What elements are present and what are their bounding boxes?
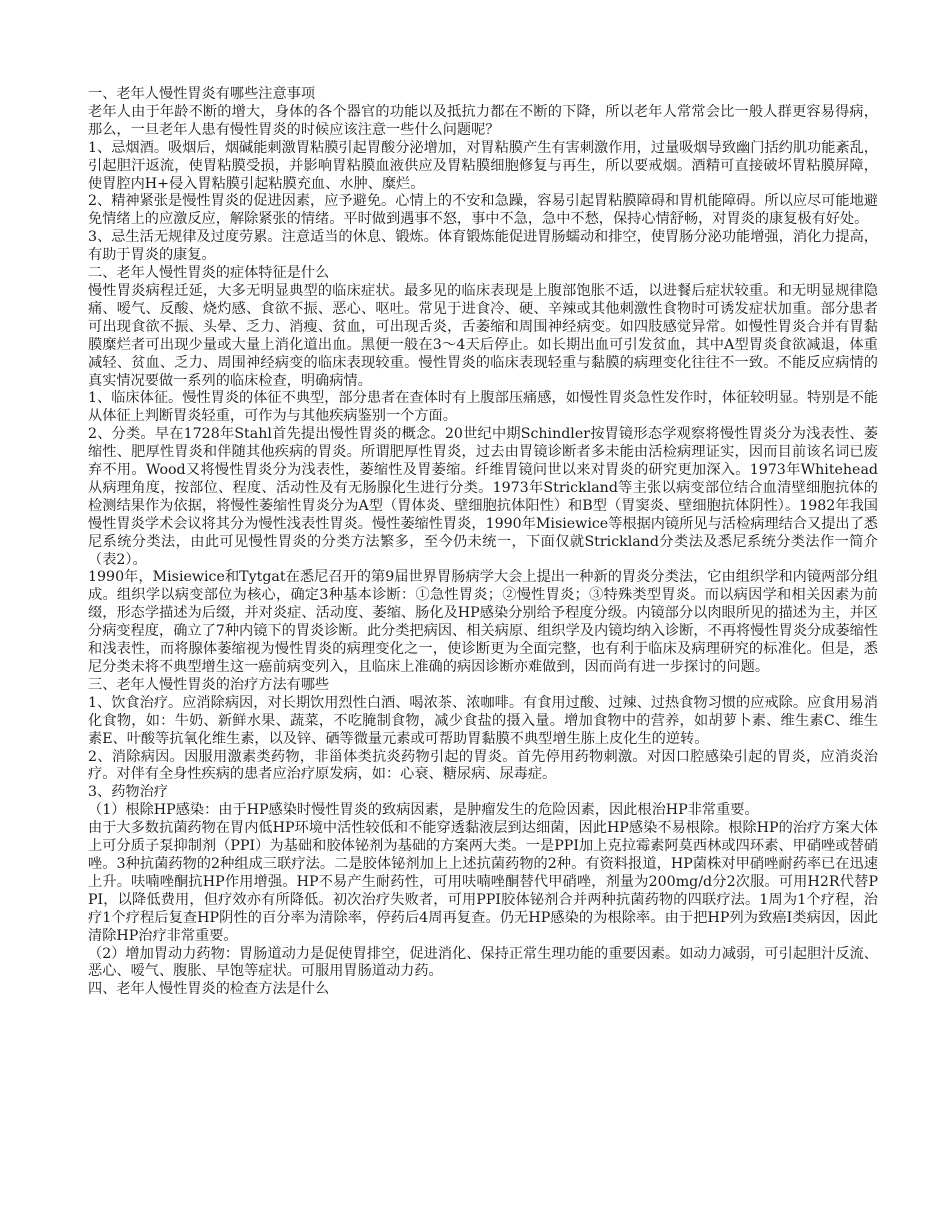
paragraph: 2、精神紧张是慢性胃炎的促进因素，应予避免。心情上的不安和急躁，容易引起胃粘膜障碍和胃机能障碍。所以应尽可能地避免情绪上的应激反应，解除紧张的情绪。平时做到遇事不怒，事中不急，急中不愁，保持心情舒畅，对胃炎的康复极有好处。 (88, 193, 878, 228)
paragraph: 3、药物治疗 (88, 784, 168, 801)
paragraph: 2、消除病因。因服用激素类药物，非甾体类抗炎药物引起的胃炎。首先停用药物刺激。对因口腔感染引起的胃炎，应消炎治疗。对伴有全身性疾病的患者应治疗原发病，如：心衰、糖尿病、尿毒症。 (88, 748, 878, 783)
paragraph: 慢性胃炎病程迁延，大多无明显典型的临床症状。最多见的临床表现是上腹部饱胀不适，以进餐后症状较重。和无明显规律隐痛、嗳气、反酸、烧灼感、食欲不振、恶心、呕吐。常见于进食冷、硬、辛辣或其他刺激性食物时可诱发症状加重。部分患者可出现食欲不振、头晕、乏力、消瘦、贫血，可出现舌炎，舌萎缩和周围神经病变。如四肢感觉异常。如慢性胃炎合并有胃黏膜糜烂者可出现少量或大量上消化道出血。黑便一般在3～4天后停止。如长期出血可引发贫血，其中A型胃炎食欲减退，体重减轻、贫血、乏力、周围神经病变的临床表现较重。慢性胃炎的临床表现轻重与黏膜的病理变化往往不一致。不能反应病情的真实情况要做一系列的临床检查，明确病情。 (88, 282, 878, 389)
document-body (88, 86, 878, 999)
section-heading-3: 三、老年人慢性胃炎的治疗方法有哪些 (88, 676, 330, 693)
section-heading-2: 二、老年人慢性胃炎的症体特征是什么 (88, 265, 330, 282)
paragraph: 3、忌生活无规律及过度劳累。注意适当的休息、锻炼。体育锻炼能促进胃肠蠕动和排空，使胃肠分泌功能增强，消化力提高，有助于胃炎的康复。 (88, 229, 878, 264)
section-heading-4: 四、老年人慢性胃炎的检查方法是什么 (88, 981, 330, 998)
section-heading-1: 一、老年人慢性胃炎有哪些注意事项 (88, 86, 316, 102)
paragraph: 老年人由于年龄不断的增大，身体的各个器官的功能以及抵抗力都在不断的下降，所以老年人常常会比一般人群更容易得病，那么，一旦老年人患有慢性胃炎的时候应该注意一些什么问题呢？ (88, 103, 878, 138)
paragraph: 由于大多数抗菌药物在胃内低HP环境中活性较低和不能穿透黏液层到达细菌，因此HP感染不易根除。根除HP的治疗方案大体上可分质子泵抑制剂（PPI）为基础和胶体铋剂为基础的方案两大类。一是PPI加上克拉霉素阿莫西林或四环素、甲硝唑或替硝唑。3种抗菌药物的2种组成三联疗法。二是胶体铋剂加上上述抗菌药物的2种。有资料报道，HP菌株对甲硝唑耐药率已在迅速上升。呋喃唑酮抗HP作用增强。HP不易产生耐药性，可用呋喃唑酮替代甲硝唑，剂量为200mg/d分2次服。可用H2R代替PPI，以降低费用，但疗效亦有所降低。初次治疗失败者，可用PPI胶体铋剂合并两种抗菌药物的四联疗法。1周为1个疗程，治疗1个疗程后复查HP阴性的百分率为清除率，停药后4周再复查。仍无HP感染的为根除率。由于把HP列为致癌Ⅰ类病因，因此清除HP治疗非常重要。 (88, 820, 878, 944)
paragraph: 1、临床体征。慢性胃炎的体征不典型，部分患者在查体时有上腹部压痛感，如慢性胃炎急性发作时，体征较明显。特别是不能从体征上判断胃炎轻重，可作为与其他疾病鉴别一个方面。 (88, 390, 878, 425)
paragraph: 1、忌烟酒。吸烟后，烟碱能刺激胃粘膜引起胃酸分泌增加，对胃粘膜产生有害刺激作用，过量吸烟导致幽门括约肌功能紊乱，引起胆汗返流，使胃粘膜受损，并影响胃粘膜血液供应及胃粘膜细胞修复与再生，所以要戒烟。酒精可直接破坏胃粘膜屏障，使胃腔内H+侵入胃粘膜引起粘膜充血、水肿、糜烂。 (88, 139, 878, 192)
paragraph: （1）根除HP感染：由于HP感染时慢性胃炎的致病因素，是肿瘤发生的危险因素，因此根治HP非常重要。 (88, 802, 759, 819)
paragraph: 1、饮食治疗。应消除病因，对长期饮用烈性白酒、喝浓茶、浓咖啡。有食用过酸、过辣、过热食物习惯的应戒除。应食用易消化食物，如：牛奶、新鲜水果、蔬菜，不吃腌制食物，减少食盐的摄入量。增加食物中的营养，如胡萝卜素、维生素C、维生素E、叶酸等抗氧化维生素，以及锌、硒等微量元素或可帮助胃黏膜不典型增生胨上皮化生的逆转。 (88, 694, 878, 747)
paragraph: 1990年，Misiewice和Tytgat在悉尼召开的第9届世界胃肠病学大会上提出一种新的胃炎分类法，它由组织学和内镜两部分组成。组织学以病变部位为核心，确定3种基本诊断：①急性胃炎；②慢性胃炎；③特殊类型胃炎。而以病因学和相关因素为前缀，形态学描述为后缀，并对炎症、活动度、萎缩、肠化及HP感染分别给予程度分级。内镜部分以肉眼所见的描述为主，并区分病变程度，确立了7种内镜下的胃炎诊断。此分类把病因、相关病原、组织学及内镜均纳入诊断，不再将慢性胃炎分成萎缩性和浅表性，而将腺体萎缩视为慢性胃炎的病理变化之一，使诊断更为全面完整，也有利于临床及病理研究的标准化。但是，悉尼分类未将不典型增生这一癌前病变列入，且临床上准确的病因诊断亦难做到，因而尚有进一步探讨的问题。 (88, 569, 878, 675)
paragraph: （2）增加胃动力药物：胃肠道动力是促使胃排空，促进消化、保持正常生理功能的重要因素。如动力减弱，可引起胆汁反流、恶心、嗳气、腹胀、早饱等症状。可服用胃肠道动力药。 (88, 945, 878, 980)
paragraph: 2、分类。早在1728年Stahl首先提出慢性胃炎的概念。20世纪中期Schindler按胃镜形态学观察将慢性胃炎分为浅表性、萎缩性、肥厚性胃炎和伴随其他疾病的胃炎。所谓肥厚性胃炎，过去由胃镜诊断者多未能由活检病理证实，因而目前该名词已废弃不用。Wood又将慢性胃炎分为浅表性，萎缩性及胃萎缩。纤维胃镜问世以来对胃炎的研究更加深入。1973年Whitehead从病理角度，按部位、程度、活动性及有无肠腺化生进行分类。1973年Strickland等主张以病变部位结合血清壁细胞抗体的检测结果作为依据，将慢性萎缩性胃炎分为A型（胃体炎、壁细胞抗体阳性）和B型（胃窦炎、壁细胞抗体阴性）。1982年我国慢性胃炎学术会议将其分为慢性浅表性胃炎。慢性萎缩性胃炎，1990年Misiewice等根据内镜所见与活检病理结合又提出了悉尼系统分类法，由此可见慢性胃炎的分类方法繁多，至今仍未统一，下面仅就Strickland分类法及悉尼系统分类法作一简介（表2）。 (88, 426, 878, 568)
